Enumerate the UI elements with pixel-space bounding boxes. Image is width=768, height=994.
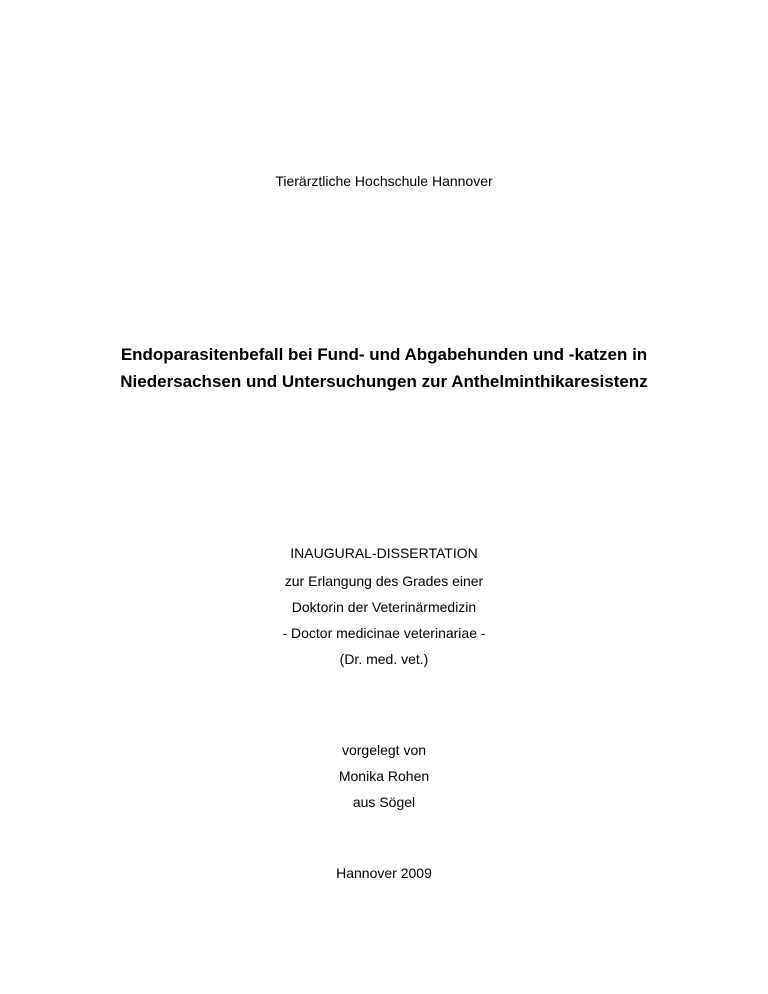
author-origin: aus Sögel	[352, 794, 416, 810]
degree-purpose-line: zur Erlangung des Grades einer	[284, 573, 484, 589]
degree-name-latin: - Doctor medicinae veterinariae -	[282, 625, 486, 641]
institution-name: Tierärztliche Hochschule Hannover	[275, 173, 493, 189]
dissertation-type: INAUGURAL-DISSERTATION	[290, 545, 478, 561]
place-and-year: Hannover 2009	[336, 865, 432, 881]
degree-name-german: Doktorin der Veterinärmedizin	[291, 599, 477, 615]
thesis-title-line-1: Endoparasitenbefall bei Fund- und Abgabehunden und -katzen in	[120, 345, 648, 364]
presented-by-label: vorgelegt von	[341, 742, 427, 758]
thesis-title-line-2: Niedersachsen und Untersuchungen zur Anthelminthikaresistenz	[120, 372, 648, 391]
author-name: Monika Rohen	[338, 768, 430, 784]
degree-abbreviation: (Dr. med. vet.)	[339, 651, 429, 667]
